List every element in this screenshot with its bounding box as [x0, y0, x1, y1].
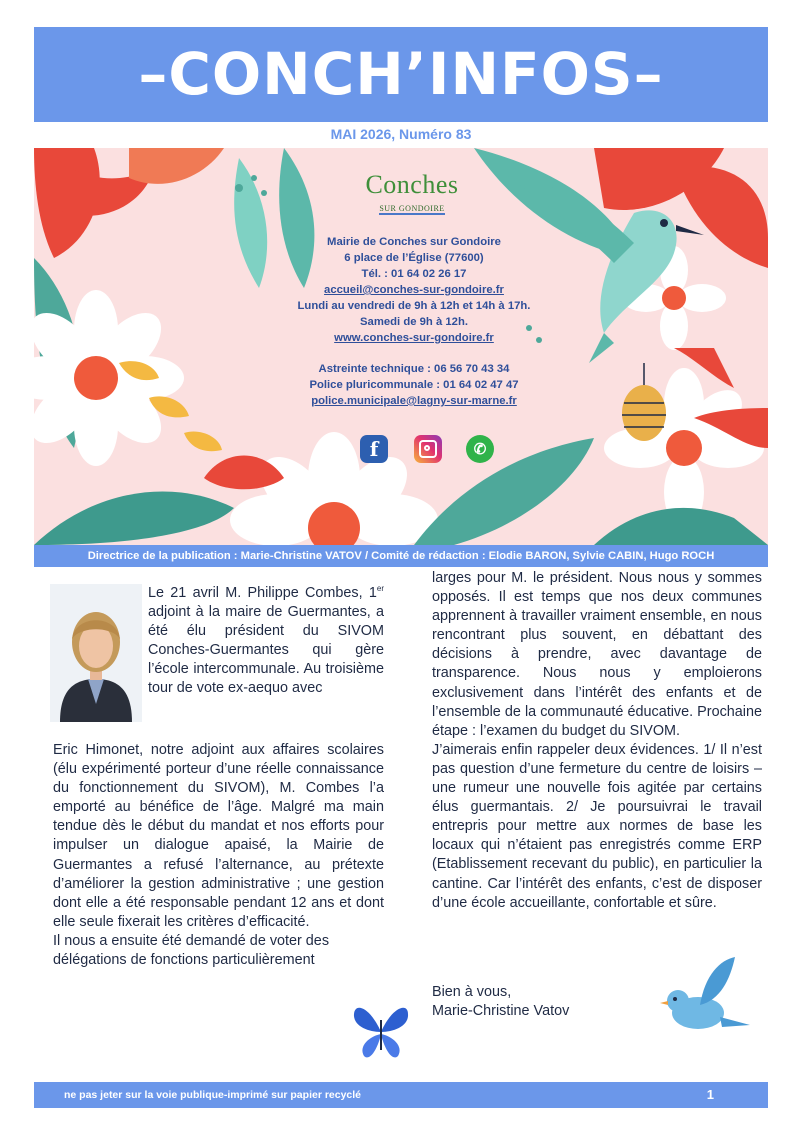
signature-name: Marie-Christine Vatov — [432, 1003, 570, 1020]
intro-text-start: Le 21 avril M. Philippe Combes, 1 — [148, 585, 377, 601]
intro-text-end: adjoint à la maire de Guermantes, a été élu président du SIVOM Conches-Guermantes qui gère l’école intercommunale. Au troisième tour de vote ex-aequo avec — [148, 604, 384, 697]
opening-hours-weekdays: Lundi au vendredi de 9h à 12h et 14h à 17h. — [297, 300, 531, 312]
recycling-note: ne pas jeter sur la voie publique-imprimé sur papier recyclé — [64, 1089, 362, 1101]
article-column-right — [432, 569, 762, 913]
town-hall-phone: Tél. : 01 64 02 26 17 — [361, 268, 467, 280]
paragraph-1-continued: Eric Himonet, notre adjoint aux affaires scolaires (élu expérimenté porteur d’une réelle connaissance du fonctionnement du SIVOM), M. Combes l’a emporté au bénéfice de l’âge. Malgré ma main tendue dès le début du mandat et nos efforts pour impulser un dialogue apaisé, la Mairie de Guermantes a refusé l’alternance, au prétexte d’améliorer la gestion administrative ; une gestion dont elle a été responsable pendant 12 ans et dont elle seule fixerait les critères d’efficacité. — [53, 742, 384, 930]
article-intro — [148, 584, 384, 699]
author-photo — [50, 584, 142, 722]
paragraph-3: J’aimerais enfin rappeler deux évidences. 1/ Il n’est pas question d’une fermeture du centre de loisirs – une rumeur une nouvelle fois agitée par certains élus guermantais. 2/ Je poursuivrai le travail entrepris pour mettre aux normes de base les locaux qui n’étaient pas enregistrés comme ERP (Etablissement recevant du public), en particulier la cantine. Car l’intérêt des enfants, c’est de disposer d’une école accueillante, confortable et sûre. — [432, 741, 762, 911]
ordinal-suffix: er — [376, 584, 384, 594]
contact-block — [34, 148, 768, 545]
page-number: 1 — [706, 1087, 714, 1102]
paragraph-2-start: Il nous a ensuite été demandé de voter des délégations de fonctions particulièrement — [53, 932, 330, 969]
signature-block — [432, 983, 632, 1021]
page-footer — [34, 1082, 768, 1108]
closing-line: Bien à vous, — [432, 984, 512, 1000]
whatsapp-icon[interactable]: ✆ — [466, 435, 494, 463]
logo-name: Conches — [365, 170, 459, 199]
masthead — [34, 27, 768, 122]
town-hall-email-link[interactable]: accueil@conches-sur-gondoire.fr — [324, 284, 504, 296]
logo-subname: SUR GONDOIRE — [379, 204, 445, 213]
contact-lines — [254, 234, 574, 409]
town-hall-name: Mairie de Conches sur Gondoire — [327, 236, 501, 248]
town-logo — [356, 172, 468, 216]
police-email-link[interactable]: police.municipale@lagny-sur-marne.fr — [311, 395, 517, 407]
website-link[interactable]: www.conches-sur-gondoire.fr — [334, 332, 494, 344]
bird-illustration — [660, 955, 752, 1047]
newsletter-title: –CONCH’INFOS– — [138, 40, 664, 108]
instagram-icon[interactable] — [414, 435, 442, 463]
town-hall-address: 6 place de l’Église (77600) — [344, 252, 484, 264]
paragraph-2-end: larges pour M. le président. Nous nous y sommes opposés. Il est temps que nos deux communes apprennent à travailler vraiment ensemble, en nous rencontrant plus souvent, en débattant des décisions à prendre, avec davantage de transparence. Nous nous y emploierons exclusivement dans l’intérêt des enfants et de l’ensemble de la communauté éducative. Prochaine étape : l’examen du budget du SIVOM. — [432, 570, 762, 739]
article-column-left — [53, 741, 384, 970]
technical-on-call: Astreinte technique : 06 56 70 43 34 — [318, 363, 510, 375]
opening-hours-saturday: Samedi de 9h à 12h. — [360, 316, 468, 328]
butterfly-illustration — [350, 1002, 412, 1062]
publication-credits: Directrice de la publication : Marie-Christine VATOV / Comité de rédaction : Elodie BARON, Sylvie CABIN, Hugo ROCH — [34, 545, 768, 567]
issue-date: MAI 2026, Numéro 83 — [330, 126, 472, 142]
contact-banner — [34, 148, 768, 545]
police-phone: Police pluricommunale : 01 64 02 47 47 — [309, 379, 519, 391]
facebook-icon[interactable]: f — [360, 435, 388, 463]
